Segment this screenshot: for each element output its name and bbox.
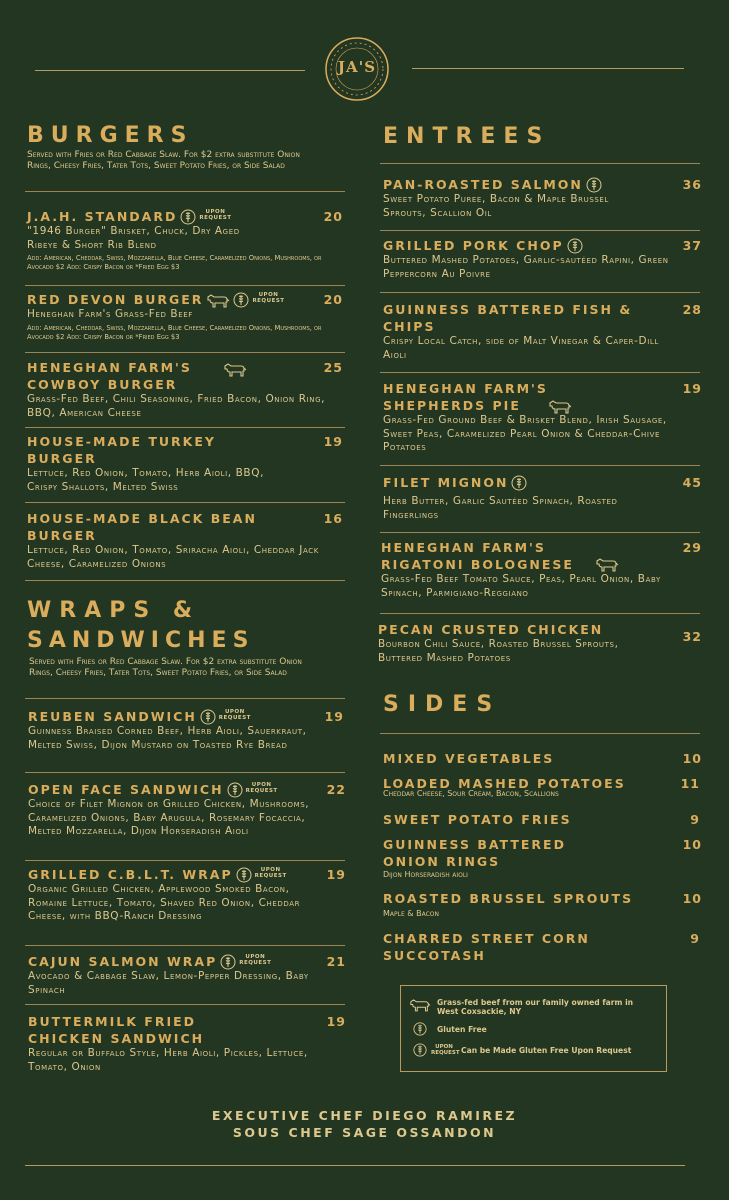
item-name: GUINNESS BATTERED ONION RINGS [383,837,566,869]
item-name: MIXED VEGETABLES [383,751,555,766]
gluten-free-icon [236,867,252,883]
menu-item [27,433,343,494]
entrees-title: ENTREES [383,124,551,149]
item-price: 11 [680,776,700,791]
legend-gf-text: Gluten Free [437,1025,487,1034]
gluten-free-icon [567,238,583,254]
gluten-free-icon [200,709,216,725]
item-name: BUTTERMILK FRIED CHICKEN SANDWICH [28,1014,205,1046]
executive-chef: EXECUTIVE CHEF DIEGO RAMIREZ [211,1108,518,1123]
legend-gf-request-text: Can be Made Gluten Free Upon Request [461,1046,632,1055]
grass-fed-cow-icon [206,292,230,308]
upon-request-tag: UPON REQUEST [218,709,251,721]
menu-item [27,359,343,420]
upon-request-tag: UPON REQUEST [254,867,287,879]
gluten-free-icon [413,1043,427,1057]
item-name: HENEGHAN FARM'S SHEPHERDS PIE [383,381,548,413]
item-description: Sweet Potato Puree, Bacon & Maple Brussel Sprouts, Scallion Oil [383,193,609,219]
gluten-free-icon [586,177,602,193]
item-description: Grass-Fed Beef, Chili Seasoning, Fried Bacon, Onion Ring, BBQ, American Cheese [27,393,326,419]
item-price: 45 [682,475,702,490]
item-addons: Add: American, Cheddar, Swiss, Mozzarella, Blue Cheese, Caramelized Onions, Mushrooms, or Avocado $2 Add: Crispy Bacon or *Fried Egg $3 [27,254,322,271]
upon-request-tag: UPON REQUEST [199,209,232,221]
menu-item [381,539,702,600]
grass-fed-cow-icon [595,556,619,572]
sides-title: SIDES [383,692,502,717]
dietary-legend [400,985,667,1072]
item-name: GUINNESS BATTERED FISH & CHIPS [383,302,633,334]
item-price: 19 [326,1014,346,1029]
legend-upon-request-tag: UPON REQUEST [431,1044,460,1056]
item-price: 36 [682,177,702,192]
item-price: 25 [323,360,343,375]
item-divider [380,230,700,231]
item-name: J.A.H. STANDARD [27,209,178,224]
item-description: Heneghan Farm's Grass-Fed Beef [27,308,193,320]
menu-item [378,621,702,665]
item-description: Crispy Local Catch, side of Malt Vinegar & Caper-Dill Aioli [383,335,659,361]
gluten-free-icon [413,1022,427,1036]
menu-item [383,237,702,281]
item-price: 29 [682,540,702,555]
item-divider [25,772,345,773]
item-description: Bourbon Chili Sauce, Roasted Brussel Sprouts, Buttered Mashed Potatoes [378,638,619,664]
burgers-divider [25,191,345,192]
item-price: 10 [682,837,702,852]
side-item [383,930,702,964]
item-price: 32 [682,629,702,644]
menu-item [383,474,702,522]
menu-item [28,708,344,752]
item-name: RED DEVON BURGER [27,292,204,307]
side-item [383,775,702,799]
menu-item [28,866,346,924]
item-divider [25,285,345,286]
item-price: 19 [323,434,343,449]
grass-fed-cow-icon [548,398,572,414]
item-price: 10 [682,751,702,766]
grass-fed-cow-icon [223,361,247,377]
menu-item [28,781,346,839]
item-description: Cheddar Cheese, Sour Cream, Bacon, Scallions [383,789,559,798]
item-name: GRILLED PORK CHOP [383,238,564,253]
item-description: Grass-Fed Beef Tomato Sauce, Peas, Pearl Onion, Baby Spinach, Parmigiano-Reggiano [381,573,661,599]
gluten-free-icon [180,209,196,225]
item-divider [380,613,700,614]
item-description: Herb Butter, Garlic Sautéed Spinach, Roasted Fingerlings [383,495,618,521]
item-price: 9 [690,812,700,827]
item-name: CHARRED STREET CORN SUCCOTASH [383,931,590,963]
item-name: HOUSE-MADE BLACK BEAN BURGER [27,511,257,543]
upon-request-tag: UPON REQUEST [239,954,272,966]
item-divider [25,580,345,581]
item-description: Buttered Mashed Potatoes, Garlic-sautéed Rapini, Green Peppercorn Au Poivre [383,254,669,280]
item-name: OPEN FACE SANDWICH [28,782,224,797]
item-price: 19 [324,709,344,724]
footer-rule [25,1165,685,1166]
item-description: Grass-Fed Ground Beef & Brisket Blend, Irish Sausage, Sweet Peas, Caramelized Pearl Onion & Cheddar-Chive Potatoes [383,414,667,453]
item-name: FILET MIGNON [383,475,509,490]
menu-item [28,1013,346,1074]
item-name: PAN-ROASTED SALMON [383,177,583,192]
item-name: LOADED MASHED POTATOES [383,776,626,791]
upon-request-tag: UPON REQUEST [245,782,278,794]
item-description: Lettuce, Red Onion, Tomato, Herb Aioli, BBQ, Crispy Shallots, Melted Swiss [27,467,265,493]
item-description: Regular or Buffalo Style, Herb Aioli, Pickles, Lettuce, Tomato, Onion [28,1047,308,1073]
item-price: 22 [326,782,346,797]
menu-item [383,176,702,220]
item-divider [25,427,345,428]
wraps-divider [25,698,345,699]
item-name: ROASTED BRUSSEL SPROUTS [383,891,634,906]
item-description: Avocado & Cabbage Slaw, Lemon-Pepper Dressing, Baby Spinach [28,970,309,996]
menu-item [28,953,346,997]
gluten-free-icon [227,782,243,798]
item-name: PECAN CRUSTED CHICKEN [378,622,604,637]
side-item [383,890,702,919]
header-rule-left [35,70,305,71]
item-description: Maple & Bacon [383,909,439,918]
menu-item [383,301,702,362]
item-divider [380,292,700,293]
sides-divider [380,733,700,734]
item-divider [380,532,700,533]
item-description: Guinness Braised Corned Beef, Herb Aioli, Sauerkraut, Melted Swiss, Dijon Mustard on Toasted Rye Bread [28,725,307,751]
grass-fed-cow-icon [409,997,431,1012]
item-name: GRILLED C.B.L.T. WRAP [28,867,233,882]
item-name: SWEET POTATO FRIES [383,812,572,827]
wraps-note: Served with Fries or Red Cabbage Slaw. For $2 extra substitute Onion Rings, Cheesy Fries, Tater Tots, Sweet Potato Fries, or Side Salad [29,657,302,678]
item-divider [25,860,345,861]
item-name: CAJUN SALMON WRAP [28,954,218,969]
item-price: 20 [323,209,343,224]
item-divider [25,945,345,946]
wraps-title-line2: SANDWICHES [27,628,255,653]
item-name: HOUSE-MADE TURKEY BURGER [27,434,216,466]
gluten-free-icon [511,475,527,491]
side-item [383,836,702,880]
item-divider [25,1004,345,1005]
side-item [383,750,702,767]
menu-item [27,510,343,571]
item-description: Dijon Horseradish aioli [383,870,468,879]
legend-beef-text: Grass-fed beef from our family owned farm in West Coxsackie, NY [437,998,634,1016]
side-item [383,811,702,828]
entrees-divider [380,163,700,164]
item-price: 19 [682,381,702,396]
item-price: 9 [690,931,700,946]
item-price: 37 [682,238,702,253]
logo [324,36,390,102]
item-price: 28 [682,302,702,317]
item-divider [25,502,345,503]
item-name: HENEGHAN FARM'S COWBOY BURGER [27,360,192,392]
wraps-title-line1: WRAPS & [27,598,201,623]
logo-text: JA'S [337,58,377,76]
menu-item [27,208,343,272]
item-addons: Add: American, Cheddar, Swiss, Mozzarella, Blue Cheese, Caramelized Onions, Mushrooms, or Avocado $2 Add: Crispy Bacon or *Fried Egg $3 [27,323,322,341]
item-description: "1946 Burger" Brisket, Chuck, Dry Aged Ribeye & Short Rib Blend [27,225,240,251]
menu-item [27,291,343,342]
burgers-note: Served with Fries or Red Cabbage Slaw. For $2 extra substitute Onion Rings, Cheesy Fries, Tater Tots, Sweet Potato Fries, or Side Salad [27,150,300,171]
item-divider [25,352,345,353]
item-divider [380,465,700,466]
gluten-free-icon [220,954,236,970]
header-rule-right [412,68,684,69]
item-price: 21 [326,954,346,969]
item-price: 19 [326,867,346,882]
item-description: Choice of Filet Mignon or Grilled Chicken, Mushrooms, Caramelized Onions, Baby Arugula, Rosemary Focaccia, Melted Mozzarella, Dijon Horseradish Aioli [28,798,310,837]
burgers-title: BURGERS [27,123,194,148]
menu-item [383,380,702,455]
item-price: 16 [323,511,343,526]
item-description: Organic Grilled Chicken, Applewood Smoked Bacon, Romaine Lettuce, Tomato, Shaved Red Onion, Cheddar Cheese, with BBQ-Ranch Dressing [28,883,301,922]
item-description: Lettuce, Red Onion, Tomato, Sriracha Aioli, Cheddar Jack Cheese, Caramelized Onions [27,544,319,570]
sous-chef: SOUS CHEF SAGE OSSANDON [232,1125,497,1140]
item-divider [380,372,700,373]
item-name: REUBEN SANDWICH [28,709,197,724]
item-name: HENEGHAN FARM'S RIGATONI BOLOGNESE [381,540,574,572]
item-price: 20 [323,292,343,307]
item-price: 10 [682,891,702,906]
upon-request-tag: UPON REQUEST [252,292,285,304]
gluten-free-icon [233,292,249,308]
